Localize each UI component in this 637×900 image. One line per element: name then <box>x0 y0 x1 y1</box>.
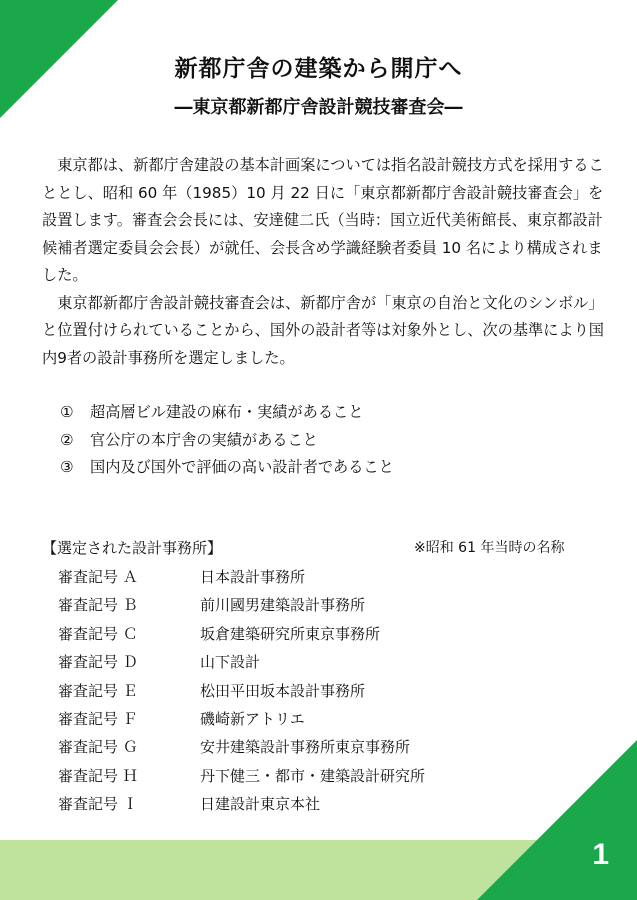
firm-row <box>58 648 425 676</box>
criteria-item <box>60 427 394 455</box>
firm-code: 審査記号 Ｆ <box>58 710 138 729</box>
firm-code: 審査記号 Ａ <box>58 568 138 586</box>
firm-name: 安井建築設計事務所東京事務所 <box>200 738 411 757</box>
criteria-number: ③ <box>60 458 74 476</box>
firm-row <box>58 563 425 591</box>
firm-code: 審査記号 Ｄ <box>58 653 138 672</box>
criteria-text: 超高層ビル建設の麻布・実績があること <box>90 403 364 421</box>
criteria-item <box>60 399 394 427</box>
firm-name: 日本設計事務所 <box>200 568 306 586</box>
criteria-number: ② <box>60 430 74 449</box>
firm-code: 審査記号 Ｅ <box>58 681 138 700</box>
firm-row <box>58 790 425 818</box>
criteria-text: 国内及び国外で評価の高い設計者であること <box>90 458 394 476</box>
criteria-number: ① <box>60 403 74 421</box>
page-subtitle: ―東京都新都庁舎設計競技審査会― <box>174 97 463 118</box>
criteria-text: 官公庁の本庁舎の実績があること <box>90 430 318 449</box>
paragraph-2: 東京都新都庁舎設計競技審査会は、新都庁舎が「東京の自治と文化のシンボル」と位置付けられていることから、国外の設計者等は対象外とし、次の基準により国内9者の設計事務所を選定しました。 <box>42 293 604 367</box>
firm-row <box>58 677 425 705</box>
page-number: 1 <box>592 838 609 871</box>
firm-row <box>58 591 425 619</box>
criteria-item <box>60 454 394 482</box>
firm-row <box>58 705 425 733</box>
firm-name: 坂倉建築研究所東京事務所 <box>200 624 381 643</box>
era-note: ※昭和 61 年当時の名称 <box>414 540 565 556</box>
bottom-right-corner-decoration <box>477 740 637 900</box>
firm-row <box>58 733 425 761</box>
firm-name: 磯崎新アトリエ <box>200 710 305 729</box>
firm-name: 丹下健三・都市・建築設計研究所 <box>200 766 426 785</box>
firm-row <box>58 620 425 648</box>
body-text <box>42 152 612 372</box>
firm-name: 日建設計東京本社 <box>200 795 321 814</box>
firm-name: 松田平田坂本設計事務所 <box>200 681 366 700</box>
firms-heading: 【選定された設計事務所】 <box>42 539 223 557</box>
firm-code: 審査記号 Ｂ <box>58 596 138 615</box>
firm-code: 審査記号 Ｇ <box>58 738 138 757</box>
criteria-list <box>60 399 394 482</box>
paragraph-1: 東京都は、新都庁舎建設の基本計画案については指名設計競技方式を採用することとし、昭和 60 年（1985）10 月 22 日に「東京都新都庁舎設計競技審査会」を設置します。審査会会長には、安達健二氏（当時：国立近代美術館長、東京都設計候補者選定委員会会長）が就任、会長含め学識経験者委員 10 名により構成されました。 <box>42 156 604 284</box>
firm-row <box>58 762 425 790</box>
firm-code: 審査記号 Ｈ <box>58 766 138 785</box>
firms-list <box>58 563 425 819</box>
firm-code: 審査記号 Ｃ <box>58 624 138 643</box>
page-title: 新都庁舎の建築から開庁へ <box>174 56 463 82</box>
firm-name: 山下設計 <box>200 653 261 672</box>
firm-name: 前川國男建築設計事務所 <box>200 596 366 615</box>
firm-code: 審査記号 Ｉ <box>58 795 138 814</box>
